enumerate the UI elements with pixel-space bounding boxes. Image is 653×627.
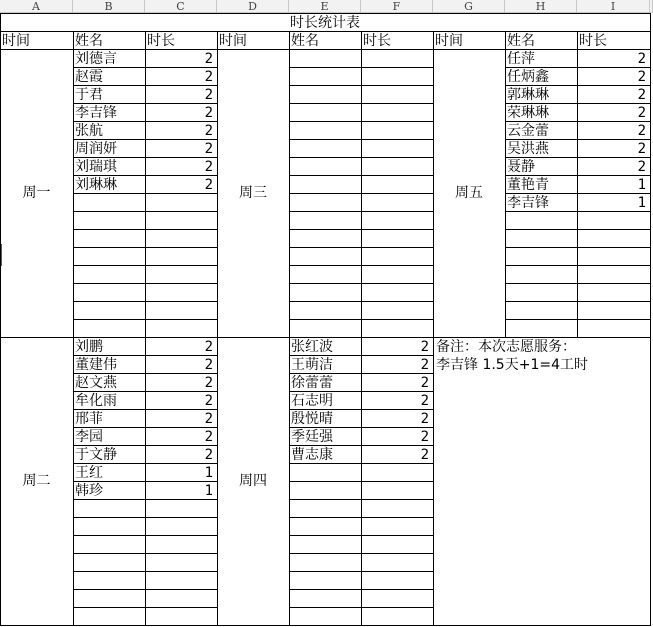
- header-time-g[interactable]: 时间: [435, 33, 463, 49]
- note-line-2[interactable]: 李吉锋 1.5天+1=4工时: [436, 357, 588, 373]
- name-cell[interactable]: 张红波: [291, 339, 333, 355]
- hours-cell[interactable]: 2: [420, 375, 429, 391]
- grid-line: [289, 193, 434, 194]
- column-header-i[interactable]: I: [577, 0, 650, 13]
- grid-line: [73, 247, 218, 248]
- hours-cell[interactable]: 2: [420, 429, 429, 445]
- hours-cell[interactable]: 2: [637, 69, 646, 85]
- header-name-b[interactable]: 姓名: [75, 33, 103, 49]
- hours-cell[interactable]: 2: [420, 393, 429, 409]
- grid-line: [289, 283, 434, 284]
- column-header-c[interactable]: C: [145, 0, 217, 13]
- grid-line: [73, 301, 218, 302]
- day-label-mon[interactable]: 周一: [22, 185, 51, 201]
- hours-cell[interactable]: 2: [204, 339, 213, 355]
- grid-line: [73, 571, 218, 572]
- name-cell[interactable]: 牟化雨: [75, 393, 117, 409]
- hours-cell[interactable]: 2: [637, 105, 646, 121]
- day-label-thu[interactable]: 周四: [239, 473, 267, 489]
- name-cell[interactable]: 曹志康: [291, 447, 333, 463]
- hours-cell[interactable]: 2: [420, 411, 429, 427]
- note-line-1[interactable]: 备注：本次志愿服务：: [436, 339, 576, 355]
- name-cell[interactable]: 刘德言: [75, 51, 117, 67]
- header-duration-c[interactable]: 时长: [147, 33, 175, 49]
- header-name-h[interactable]: 姓名: [507, 33, 535, 49]
- name-cell[interactable]: 董建伟: [75, 357, 117, 373]
- grid-line: [505, 247, 651, 248]
- name-cell[interactable]: 刘鹏: [75, 339, 103, 355]
- hours-cell[interactable]: 2: [637, 159, 646, 175]
- hours-cell[interactable]: 2: [204, 447, 213, 463]
- header-time-a[interactable]: 时间: [2, 33, 30, 49]
- name-cell[interactable]: 季廷强: [291, 429, 333, 445]
- grid-line: [289, 481, 434, 482]
- hours-cell[interactable]: 1: [204, 465, 213, 481]
- grid-line: [73, 319, 218, 320]
- grid-line: [0, 625, 651, 626]
- name-cell[interactable]: 任萍: [507, 51, 535, 67]
- hours-cell[interactable]: 2: [204, 123, 213, 139]
- hours-cell[interactable]: 2: [204, 51, 213, 67]
- grid-line: [289, 157, 434, 158]
- grid-line: [0, 13, 651, 14]
- header-time-d[interactable]: 时间: [219, 33, 247, 49]
- grid-line: [289, 247, 434, 248]
- grid-line: [289, 607, 434, 608]
- column-header-b[interactable]: B: [73, 0, 145, 13]
- hours-cell[interactable]: 2: [204, 177, 213, 193]
- grid-line: [0, 31, 651, 32]
- column-header-g[interactable]: G: [433, 0, 505, 13]
- name-cell[interactable]: 吴洪燕: [507, 141, 549, 157]
- name-cell[interactable]: 周润妍: [75, 141, 117, 157]
- column-header-a[interactable]: A: [0, 0, 73, 13]
- hours-cell[interactable]: 2: [204, 141, 213, 157]
- grid-line: [289, 265, 434, 266]
- merged-note-cell-bg: [505, 338, 506, 625]
- grid-line: [289, 319, 434, 320]
- header-name-e[interactable]: 姓名: [291, 33, 319, 49]
- grid-line: [289, 85, 434, 86]
- name-cell[interactable]: 李吉锋: [507, 195, 549, 211]
- hours-cell[interactable]: 2: [204, 105, 213, 121]
- header-duration-f[interactable]: 时长: [363, 33, 391, 49]
- grid-line: [289, 535, 434, 536]
- grid-line: [505, 319, 651, 320]
- hours-cell[interactable]: 2: [204, 69, 213, 85]
- hours-cell[interactable]: 1: [637, 177, 646, 193]
- name-cell[interactable]: 刘琳琳: [75, 177, 117, 193]
- name-cell[interactable]: 于文静: [75, 447, 117, 463]
- grid-line: [505, 283, 651, 284]
- name-cell[interactable]: 李园: [75, 429, 103, 445]
- grid-line: [289, 499, 434, 500]
- grid-line: [0, 13, 1, 626]
- grid-line: [289, 589, 434, 590]
- hours-cell[interactable]: 2: [204, 429, 213, 445]
- day-label-tue[interactable]: 周二: [22, 473, 51, 489]
- name-cell[interactable]: 韩珍: [75, 483, 103, 499]
- grid-line: [289, 229, 434, 230]
- day-label-wed[interactable]: 周三: [239, 185, 267, 201]
- name-cell[interactable]: 董艳青: [507, 177, 549, 193]
- hours-cell[interactable]: 2: [637, 51, 646, 67]
- name-cell[interactable]: 王红: [75, 465, 103, 481]
- hours-cell[interactable]: 2: [637, 87, 646, 103]
- hours-cell[interactable]: 2: [204, 159, 213, 175]
- grid-line: [73, 553, 218, 554]
- grid-line: [73, 283, 218, 284]
- column-header-e[interactable]: E: [289, 0, 361, 13]
- grid-line: [289, 175, 434, 176]
- name-cell[interactable]: 云金蕾: [507, 123, 549, 139]
- hours-cell[interactable]: 2: [204, 357, 213, 373]
- grid-line: [505, 229, 651, 230]
- grid-line: [73, 607, 218, 608]
- column-header-f[interactable]: F: [361, 0, 433, 13]
- name-cell[interactable]: 赵文燕: [75, 375, 117, 391]
- sheet-title[interactable]: 时长统计表: [290, 15, 360, 31]
- hours-cell[interactable]: 2: [204, 375, 213, 391]
- name-cell[interactable]: 殷悦晴: [291, 411, 333, 427]
- name-cell[interactable]: 石志明: [291, 393, 333, 409]
- grid-line: [505, 265, 651, 266]
- grid-line: [289, 211, 434, 212]
- hours-cell[interactable]: 2: [204, 87, 213, 103]
- grid-line: [289, 553, 434, 554]
- name-cell[interactable]: 郭琳琳: [507, 87, 549, 103]
- hours-cell[interactable]: 2: [204, 393, 213, 409]
- column-header-d[interactable]: D: [217, 0, 289, 13]
- name-cell[interactable]: 李吉锋: [75, 105, 117, 121]
- grid-line: [289, 139, 434, 140]
- grid-line: [289, 517, 434, 518]
- grid-line: [289, 103, 434, 104]
- merged-note-cell-bg: [577, 338, 578, 625]
- grid-line: [289, 571, 434, 572]
- name-cell[interactable]: 刘瑞琪: [75, 159, 117, 175]
- day-label-fri[interactable]: 周五: [455, 185, 483, 201]
- header-duration-i[interactable]: 时长: [579, 33, 607, 49]
- hours-cell[interactable]: 2: [420, 357, 429, 373]
- hours-cell[interactable]: 1: [637, 195, 646, 211]
- grid-line: [73, 517, 218, 518]
- hours-cell[interactable]: 2: [420, 447, 429, 463]
- name-cell[interactable]: 于君: [75, 87, 103, 103]
- name-cell[interactable]: 王萌洁: [291, 357, 333, 373]
- hours-cell[interactable]: 2: [420, 339, 429, 355]
- name-cell[interactable]: 赵霞: [75, 69, 103, 85]
- column-header-h[interactable]: H: [505, 0, 577, 13]
- grid-line: [505, 301, 651, 302]
- hours-cell[interactable]: 2: [637, 141, 646, 157]
- grid-line: [73, 265, 218, 266]
- grid-line: [73, 589, 218, 590]
- grid-line: [289, 301, 434, 302]
- grid-line: [73, 229, 218, 230]
- hours-cell[interactable]: 2: [637, 123, 646, 139]
- grid-line: [73, 211, 218, 212]
- grid-line: [289, 67, 434, 68]
- name-cell[interactable]: 邢菲: [75, 411, 103, 427]
- name-cell[interactable]: 任炳鑫: [507, 69, 549, 85]
- hours-cell[interactable]: 2: [204, 411, 213, 427]
- name-cell[interactable]: 张航: [75, 123, 103, 139]
- grid-line: [73, 535, 218, 536]
- grid-line: [289, 121, 434, 122]
- name-cell[interactable]: 荣琳琳: [507, 105, 549, 121]
- name-cell[interactable]: 聂静: [507, 159, 535, 175]
- name-cell[interactable]: 徐蕾蕾: [291, 375, 333, 391]
- hours-cell[interactable]: 1: [204, 483, 213, 499]
